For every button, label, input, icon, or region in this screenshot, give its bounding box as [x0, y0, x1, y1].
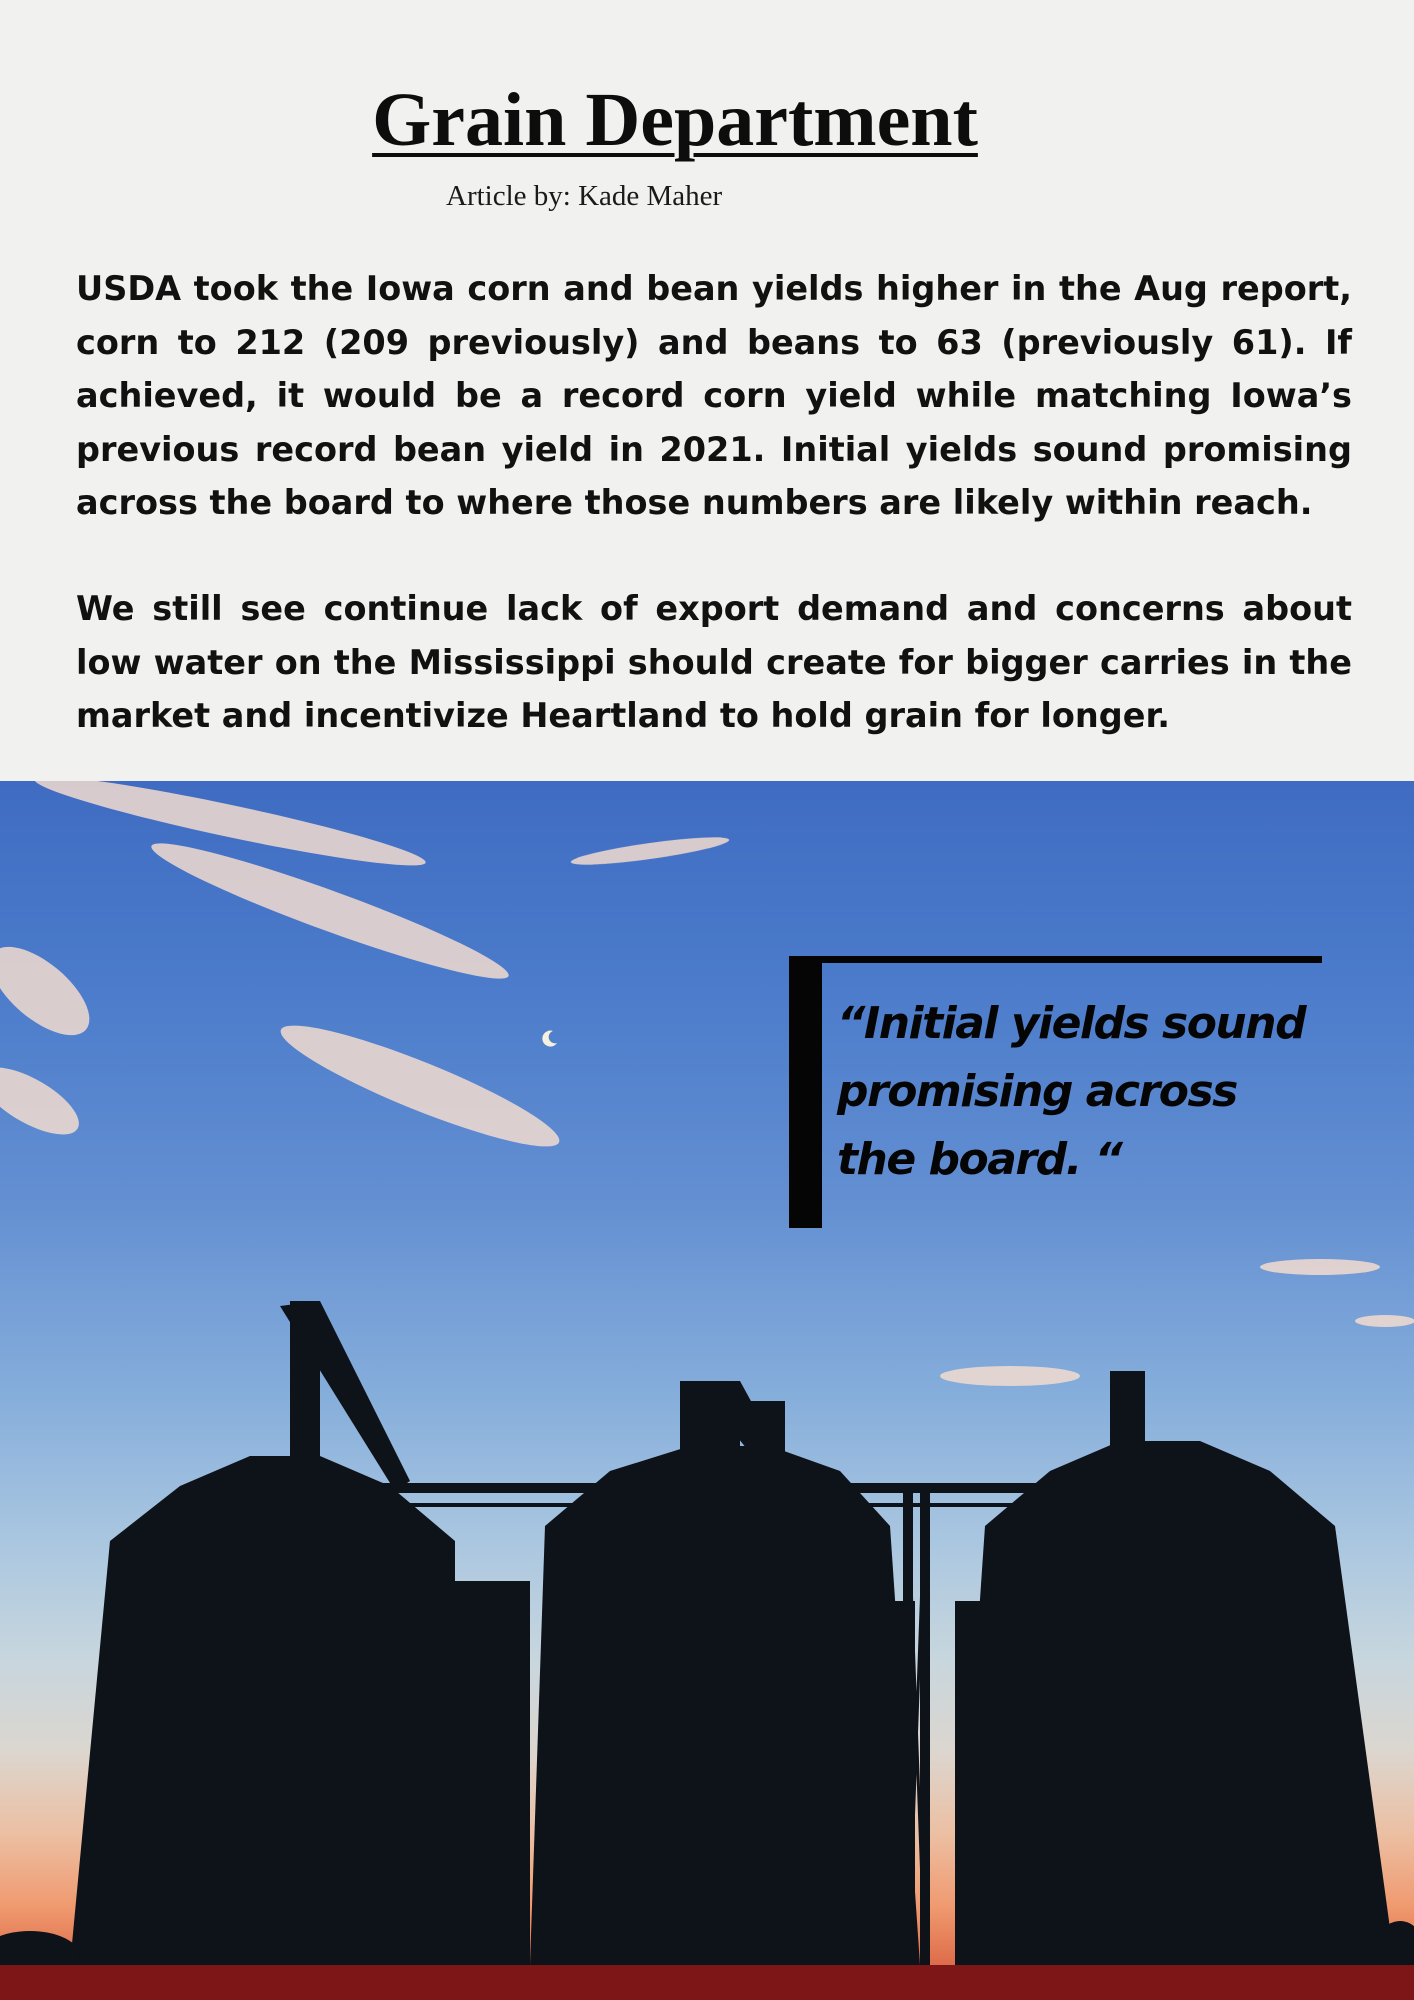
pull-quote-text: “Initial yields sound promising across the board. “	[837, 998, 1306, 1185]
article-paragraph: USDA took the Iowa corn and bean yields higher in the Aug report, corn to 212 (209 previously) and beans to 63 (previously 61). If achieved, it would be a record corn yield while matching Iowa’s previous record bean yield in 2021. Initial yields sound promising across the board to where those numbers are likely within reach.	[76, 269, 1352, 522]
page-title: Grain Department	[372, 78, 978, 162]
footer-band	[0, 1965, 1414, 2000]
byline: Article by: Kade Maher	[446, 180, 723, 212]
article-paragraph: We still see continue lack of export demand and concerns about low water on the Mississippi should create for bigger carries in the market and incentivize Heartland to hold grain for longer.	[76, 589, 1352, 735]
grain-bins	[0, 1301, 1414, 1965]
pull-quote	[789, 956, 1322, 1228]
quote-bar-top	[789, 956, 1322, 963]
quote-bar-side	[789, 956, 822, 1228]
moon-icon	[542, 1031, 557, 1047]
